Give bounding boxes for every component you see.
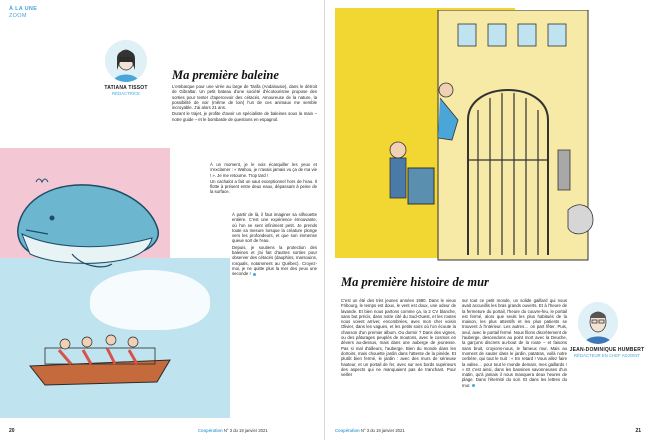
paragraph: À partir de là, il faut imaginer sa silhouette entière. C'est une expérience émouvante, où l'on se sent infiniment petit. Je prends toute sa mesure lorsque la créature plonge vers les profondeurs, et que son immense queue sort de l'eau.: [232, 212, 317, 244]
author-caption-jean-dominique: [568, 347, 646, 359]
paragraph: C'est un été des très jeunes années 1980. Dans le vieux Fribourg, le temps est doux, le vent est doux, une odeur de lavande. Et bien nous partons comme ça, la 2 CV blanche, sans but précis, dans notre cité du Sud-Ouest, et les routes nous voient arriver, encombrées, avec mon cher voisin Olivier, dans les vagues, et les petits soirs où l'on écoute la chanson d'un premier album. Ou dormir ? Dans des vignes, ou des pâturages peuplés de moutons, avec le cosmos en dévers au-dessus, mais dans une auberge de jeunesse. Pas si mal d'ailleurs, l'auberge. Bien du monde dans les dortoirs, mais chouette jardin dans l'attente de la pinède. Et plutôt bien fermé, le jardin : avec des murs de sérieuse hauteur, et un portail de fer, avec sur ses bords supérieurs des aspects qui ne manquaient pas de tranchant. Pour veiller: [341, 298, 456, 378]
magazine-name: Coopération: [335, 428, 360, 433]
footer-right: [335, 428, 405, 433]
article-body-mur-col2: [462, 298, 567, 389]
end-mark-icon: [253, 273, 256, 276]
section-rubric: [9, 6, 37, 20]
paragraph: sur tout ce petit monde, un solide gaillard qui nous avait accueillis les bras grands ouverts. Et à l'heure de la fermeture du portail, l'heure du couvre-feu, le portail est fermé, alors que seuls les plus habitués de la maison, les plus attentifs et les plus patients se trouvent à l'intérieur. Les autres… on part fêter. Puis, seul, avec le portail fermé. Nous filons discrètement de l'auberge, descendons au point mort avec la Deuche, la garçons discrets au-bout de la route – et faisons sans bruit, croyions-nous, le fameux mur. Mais au moment de sauter dans le jardin, patatras, voilà notre cerbère, qui tout le nuit : « En retard ! Vous allez faire la valise… pour tout le monde demain, mes gaillards ! » Et c'est ainsi, dans les bassines savonneuses d'un matin, qu'à jamais il nous manquera deux heures de plage. Dans l'éternité du soir. Et dans les lettres du mur.: [462, 298, 567, 388]
author-caption-tatiana: [92, 85, 160, 97]
author-role: RÉDACTEUR EN CHEF ADJOINT: [573, 353, 641, 358]
wall-gate-illustration: [368, 10, 598, 265]
issue-info: N° 3 du 19 janvier 2021: [360, 428, 405, 433]
article-title-mur: Ma première histoire de mur: [341, 275, 489, 289]
paragraph: Un cachalot a fait un saut exceptionnel hors de l'eau. Il flotte à présent entre deux eaux, dépassant à peine de la surface.: [210, 178, 317, 195]
paragraph: L'embarque pour une virée au large de Tarifa (Andalousie), dans le détroit de Gibraltar. Un petit bateau d'une société d'écotourisme propose des sorties pour tenter d'apercevoir des cétacés. Amoureuse de la nature, la possibilité de voir (même de loin) l'un de ces animaux me semble incroyable. J'ai alors 21 ans.: [172, 84, 317, 111]
splash-wave: [90, 270, 210, 330]
author-name: TATIANA TISSOT: [104, 85, 148, 91]
footer-left: [198, 428, 268, 433]
magazine-name: Coopération: [198, 428, 223, 433]
paragraph: Durant le trajet, je profite d'avoir un spécialiste de baleines sous la main – notre guide – et le bombarde de questions en espagnol.: [172, 111, 317, 122]
author-portrait-tatiana: [105, 40, 147, 82]
article-body-baleine-top: [172, 84, 317, 123]
author-role: RÉDACTRICE: [112, 91, 140, 96]
page-number-left: 20: [9, 428, 15, 434]
paragraph: Depuis, je soutiens la protection des baleines et j'ai fait d'autres sorties pour observer des cétacés (dauphins, marsouins, rorquals, notamment au Québec). Croyez-moi, je ne quitte plus la mer des yeux une seconde !: [232, 244, 317, 277]
section-label: À LA UNE: [9, 6, 38, 12]
article-body-baleine-mid: [210, 162, 317, 196]
article-body-mur-col1: [341, 298, 456, 378]
article-title-baleine: Ma première baleine: [172, 68, 279, 82]
page-number-right: 21: [635, 428, 641, 434]
article-body-baleine-low: [232, 212, 317, 278]
boat-illustration: [25, 330, 175, 390]
subsection-label: ZOOM: [9, 13, 27, 19]
author-name: JEAN-DOMINIQUE HUMBERT: [569, 347, 645, 353]
end-mark-icon: [472, 384, 475, 387]
author-portrait-jean-dominique: [578, 302, 618, 344]
paragraph: À un moment, je le vois écarquiller les yeux et s'exclamer : « Wahou, je n'avais jamais vu ça de ma vie ! ». Je me retourne. Trop tard !: [210, 162, 317, 178]
whale-illustration: [12, 168, 162, 273]
issue-info: N° 3 du 19 janvier 2021: [223, 428, 268, 433]
